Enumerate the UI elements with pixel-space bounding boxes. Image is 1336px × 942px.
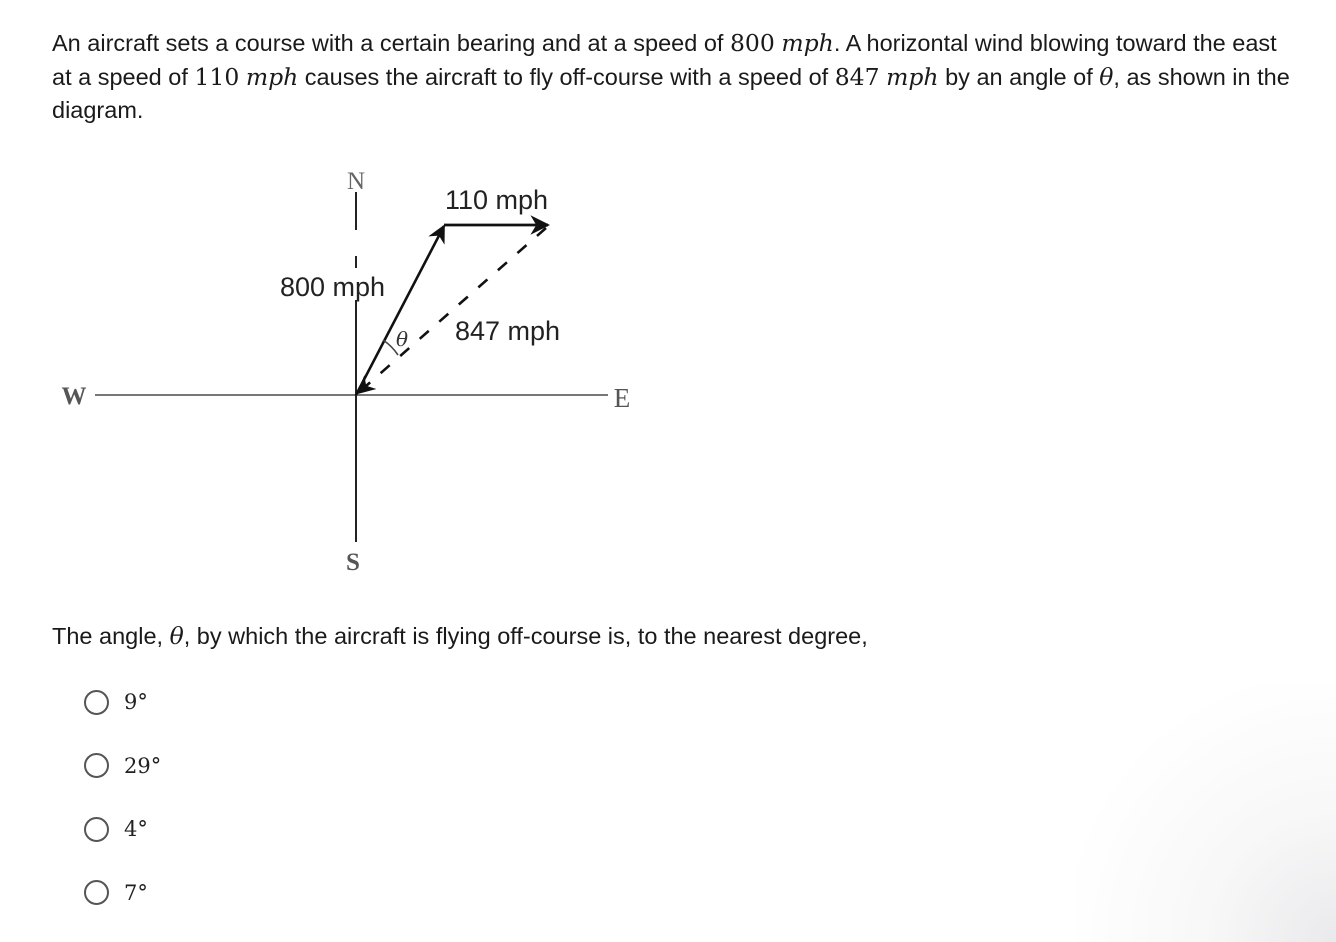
speed-value-847: 847 <box>834 62 880 91</box>
east-label: E <box>613 383 631 413</box>
speed-unit: mph <box>781 29 834 57</box>
choice-label: 29° <box>124 753 162 778</box>
answer-choices <box>84 682 161 936</box>
vector-diagram <box>40 150 680 590</box>
question-text-part: An aircraft sets a course with a certain bearing and at a speed of <box>52 30 730 56</box>
north-label: N <box>346 168 366 195</box>
page-background-fade <box>1076 682 1336 942</box>
west-label: W <box>61 383 87 410</box>
south-label: S <box>346 549 360 576</box>
choice-label: 9° <box>124 690 148 714</box>
question-text-part: . A horizontal wind blowing toward the east at a speed of <box>52 30 1277 90</box>
theta-symbol: θ <box>169 622 184 650</box>
prompt-text <box>52 620 868 652</box>
theta-angle-label: θ <box>396 327 409 351</box>
question-text-part: by an angle of <box>938 63 1100 90</box>
choice-29-degrees[interactable] <box>84 746 161 786</box>
choice-label: 7° <box>124 880 148 905</box>
question-text-part: , as shown in the diagram. <box>52 63 1290 123</box>
choice-4-degrees[interactable] <box>84 809 161 849</box>
speed-unit: mph <box>886 62 939 91</box>
radio-button[interactable] <box>84 690 109 715</box>
prompt-text-part: , by which the aircraft is flying off-course is, to the nearest degree, <box>183 623 868 649</box>
radio-button[interactable] <box>84 753 109 778</box>
speed-unit: mph <box>245 62 299 91</box>
heading-speed-label: 800 mph <box>280 272 386 302</box>
question-text-part: causes the aircraft to fly off-course with a speed of <box>298 63 835 90</box>
resultant-vector-arrow <box>358 228 546 393</box>
theta-symbol: θ <box>1099 62 1114 91</box>
question-text <box>52 27 1302 128</box>
wind-speed-label: 110 mph <box>445 185 549 215</box>
radio-button[interactable] <box>84 817 109 842</box>
prompt-text-part: The angle, <box>52 623 170 649</box>
speed-value-110: 110 <box>194 62 240 91</box>
speed-value-800: 800 <box>729 29 775 57</box>
choice-label: 4° <box>124 817 148 841</box>
choice-9-degrees[interactable] <box>84 682 161 722</box>
resultant-speed-label: 847 mph <box>455 316 561 346</box>
choice-7-degrees[interactable] <box>84 873 161 913</box>
heading-vector-arrow <box>356 226 444 395</box>
radio-button[interactable] <box>84 880 109 905</box>
